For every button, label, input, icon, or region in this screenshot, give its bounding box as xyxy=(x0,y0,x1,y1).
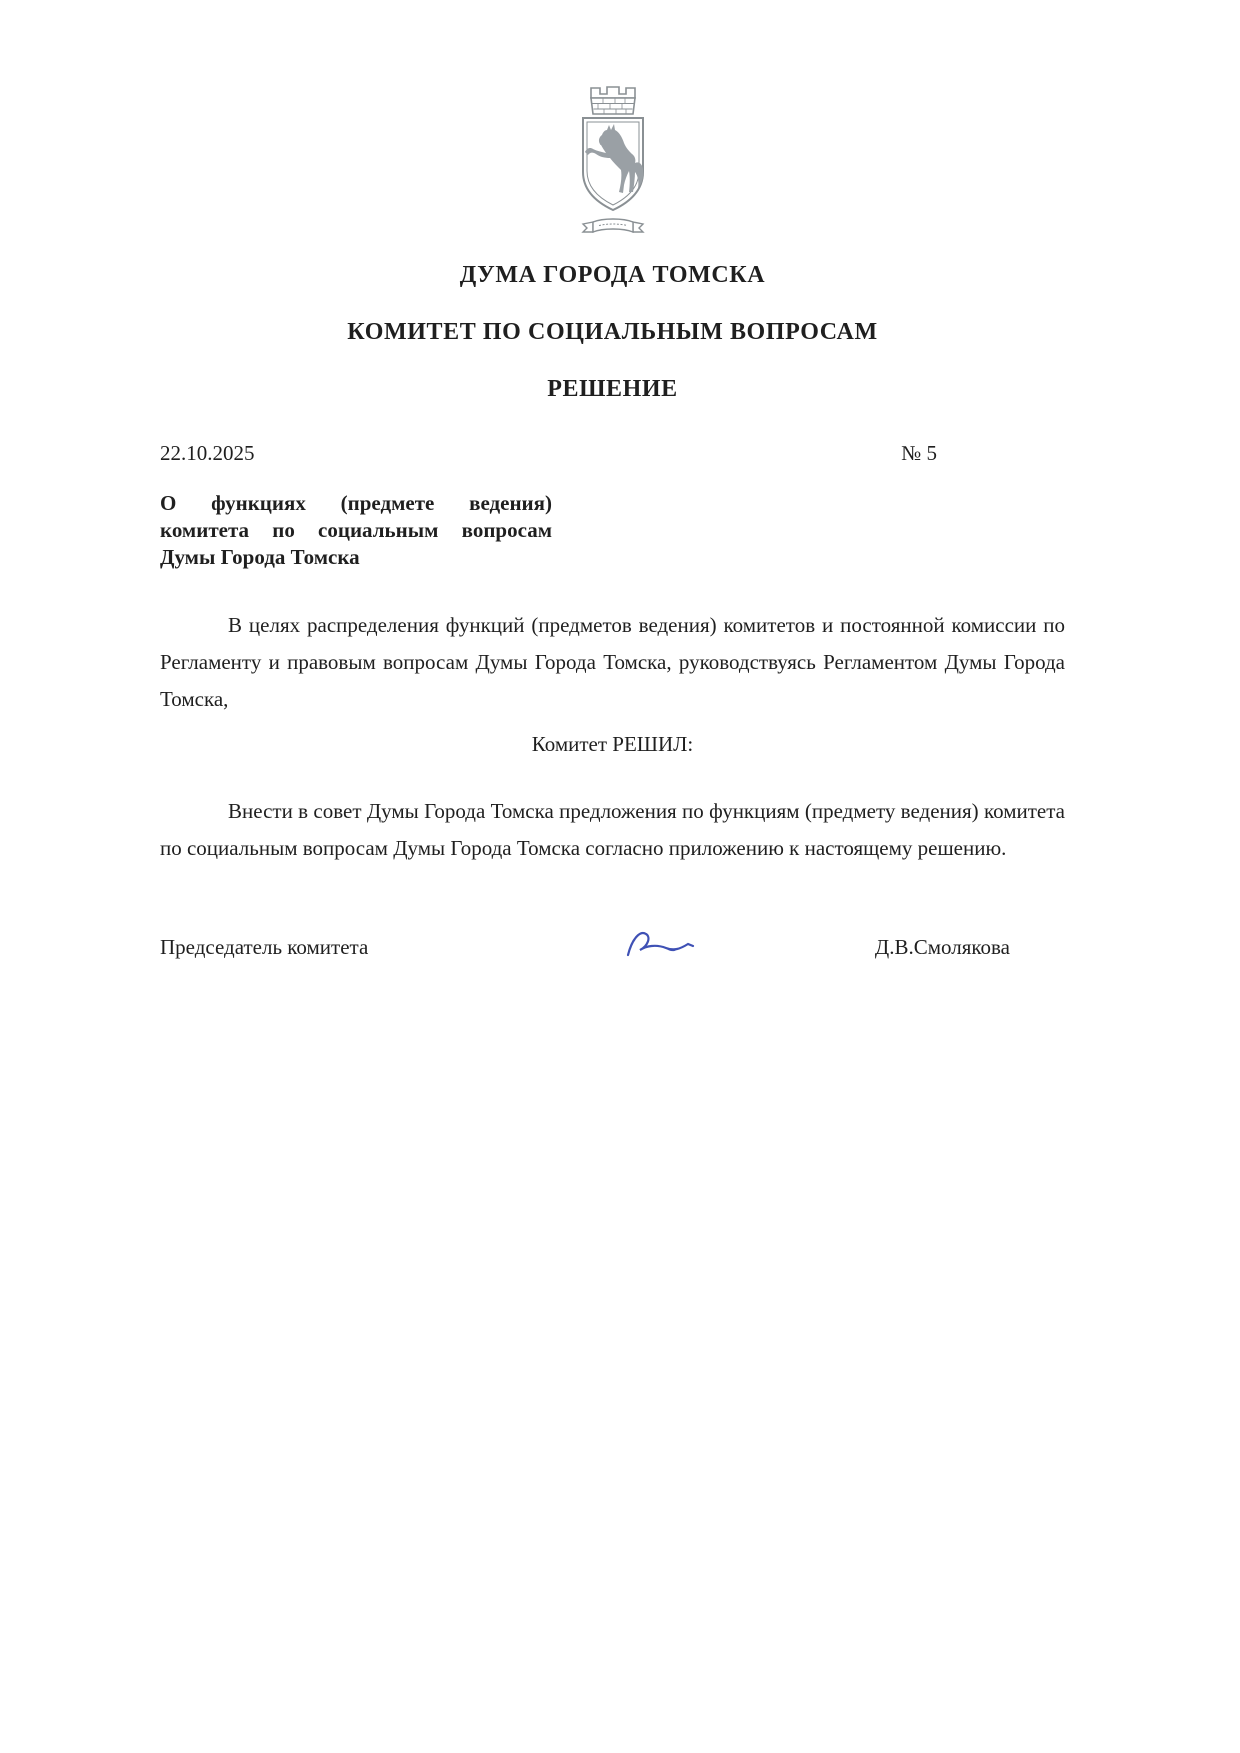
organization-title: ДУМА ГОРОДА ТОМСКА xyxy=(459,262,766,288)
signatory-name: Д.В.Смолякова xyxy=(874,935,1010,959)
emblem-container xyxy=(160,0,1065,242)
signature-ink-icon xyxy=(622,923,712,977)
signatory-position: Председатель комитета xyxy=(160,935,369,959)
paragraph-preamble: В целях распределения функций (предметов ведения) комитетов и постоянной комиссии по Регламенту и правовым вопросам Думы Города Томска, руководствуясь Регламентом Думы Города Томска, xyxy=(160,613,1065,711)
doc-date: 22.10.2025 xyxy=(160,441,255,465)
tomsk-coat-of-arms-icon xyxy=(563,84,663,242)
subject-heading: О функциях (предмете ведения) комитета по социальным вопросам Думы Города Томска xyxy=(160,491,552,569)
meta-row xyxy=(160,441,1065,466)
doc-number: № 5 xyxy=(901,441,937,465)
doc-type-title: РЕШЕНИЕ xyxy=(547,376,678,402)
paragraph-resolution: Внести в совет Думы Города Томска предложения по функциям (предмету ведения) комитета по социальным вопросам Думы Города Томска согласно приложению к настоящему решению. xyxy=(160,799,1065,860)
signature-row xyxy=(160,935,1065,960)
committee-title: КОМИТЕТ ПО СОЦИАЛЬНЫМ ВОПРОСАМ xyxy=(347,319,878,345)
resolved-line: Комитет РЕШИЛ: xyxy=(531,732,694,756)
